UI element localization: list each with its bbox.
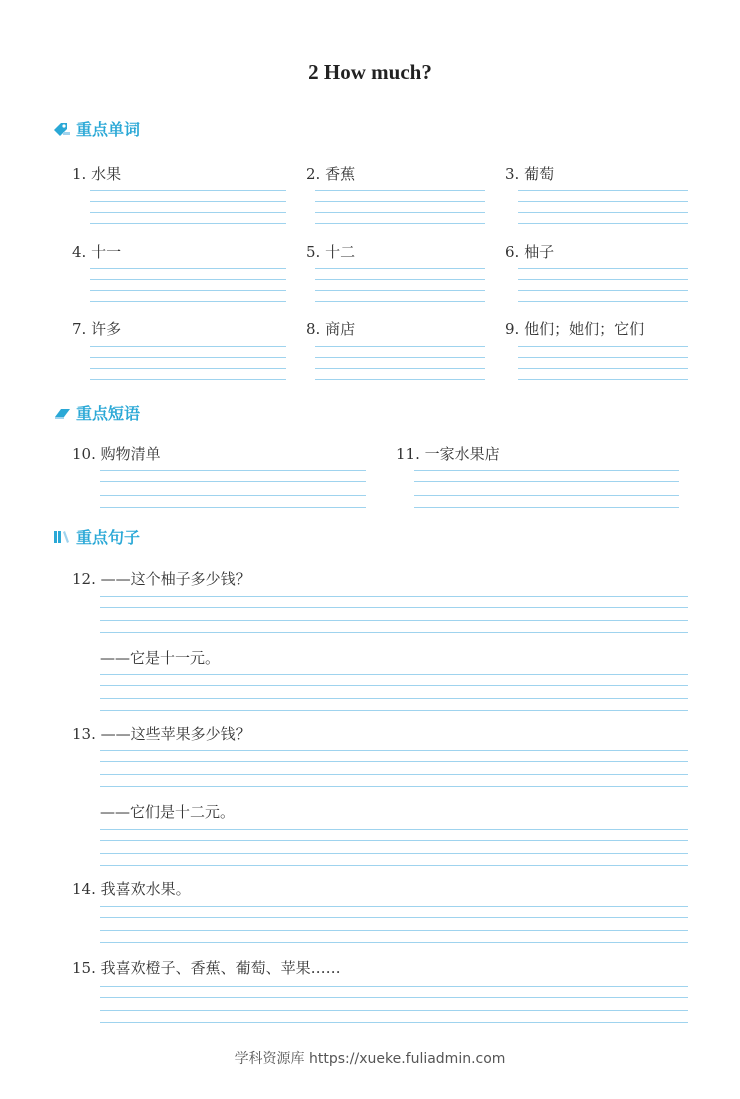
pencil-tag-icon	[52, 121, 72, 137]
section-header-words	[52, 117, 140, 140]
writing-lines[interactable]	[315, 268, 485, 308]
sentence-item: 14. 我喜欢水果。	[72, 880, 191, 898]
word-item: 3. 葡萄	[505, 165, 555, 183]
word-item: 9. 他们；她们；它们	[505, 320, 645, 338]
books-icon	[52, 529, 72, 545]
word-item: 8. 商店	[306, 320, 356, 338]
word-item: 2. 香蕉	[306, 165, 356, 183]
sentence-item: 12. ——这个柚子多少钱？	[72, 570, 251, 588]
page-title: 2 How much?	[308, 60, 432, 84]
section-title-phrases: 重点短语	[76, 404, 141, 423]
sentence-item: 15. 我喜欢橙子、香蕉、葡萄、苹果……	[72, 959, 341, 977]
writing-lines[interactable]	[100, 986, 688, 1026]
writing-lines[interactable]	[100, 470, 366, 510]
writing-lines[interactable]	[90, 190, 286, 230]
section-title-sentences: 重点句子	[76, 528, 141, 547]
word-item: 1. 水果	[72, 165, 122, 183]
writing-lines[interactable]	[90, 268, 286, 308]
writing-lines[interactable]	[90, 346, 286, 386]
word-item: 4. 十一	[72, 243, 122, 261]
eraser-icon	[52, 405, 72, 421]
writing-lines[interactable]	[100, 674, 688, 714]
word-item: 5. 十二	[306, 243, 356, 261]
writing-lines[interactable]	[518, 268, 688, 308]
sentence-item: ——它是十一元。	[100, 649, 221, 667]
sentence-item: ——它们是十二元。	[100, 803, 236, 821]
section-title-words: 重点单词	[76, 120, 141, 139]
footer-watermark: 学科资源库 https://xueke.fuliadmin.com	[234, 1051, 506, 1067]
writing-lines[interactable]	[100, 750, 688, 790]
writing-lines[interactable]	[518, 190, 688, 230]
writing-lines[interactable]	[315, 346, 485, 386]
writing-lines[interactable]	[100, 596, 688, 636]
sentence-item: 13. ——这些苹果多少钱？	[72, 725, 251, 743]
writing-lines[interactable]	[414, 470, 679, 510]
phrase-item: 10. 购物清单	[72, 445, 161, 463]
writing-lines[interactable]	[315, 190, 485, 230]
section-header-sentences	[52, 525, 140, 548]
writing-lines[interactable]	[518, 346, 688, 386]
section-header-phrases	[52, 401, 140, 424]
word-item: 6. 柚子	[505, 243, 555, 261]
word-item: 7. 许多	[72, 320, 122, 338]
writing-lines[interactable]	[100, 906, 688, 946]
phrase-item: 11. 一家水果店	[396, 445, 500, 463]
writing-lines[interactable]	[100, 829, 688, 869]
